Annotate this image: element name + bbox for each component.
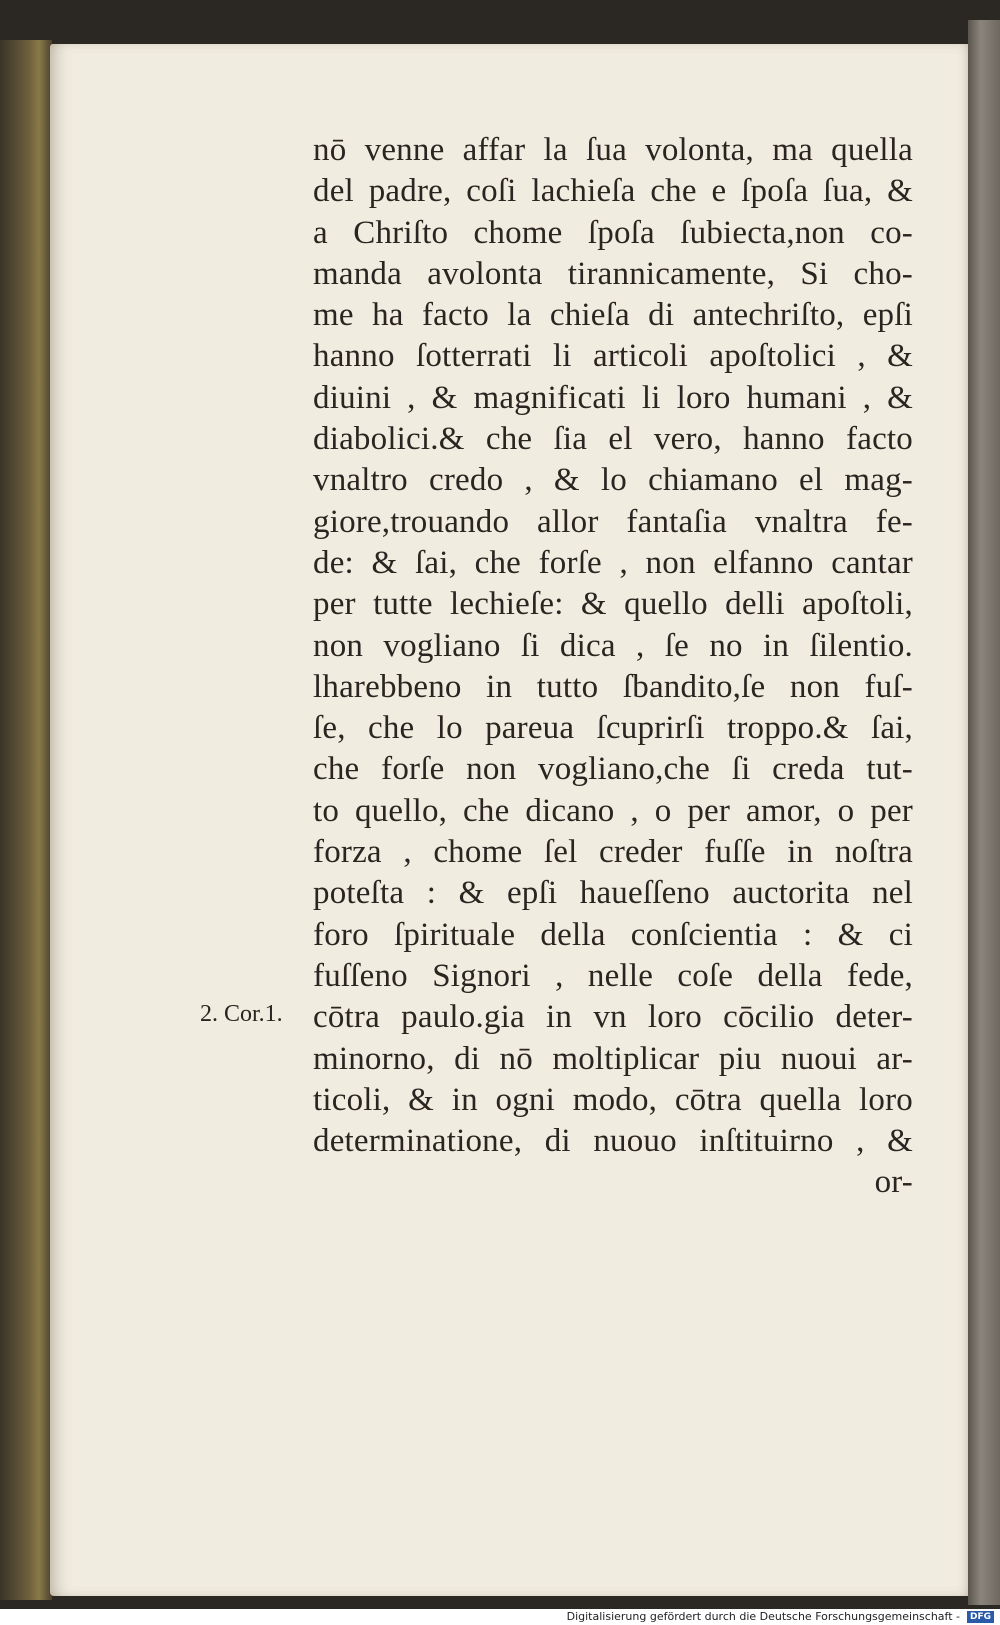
text-line: che forſe non vogliano,che ſi creda tut- bbox=[313, 751, 913, 788]
text-line: non vogliano ſi dica , ſe no in ſilentio. bbox=[313, 627, 913, 664]
text-line: lharebbeno in tutto ſbandito,ſe non fuſ- bbox=[313, 668, 913, 705]
book-page bbox=[50, 44, 968, 1596]
catchword: or- bbox=[874, 1164, 913, 1201]
digitization-footer bbox=[0, 1609, 1000, 1625]
text-line: diabolici.& che ſia el vero, hanno facto bbox=[313, 421, 913, 458]
footer-credit-text: Digitalisierung gefördert durch die Deutsche Forschungsgemeinschaft - bbox=[566, 1610, 960, 1623]
margin-note-reference: 2. Cor.1. bbox=[200, 1001, 283, 1027]
text-line: vnaltro credo , & lo chiamano el mag- bbox=[313, 462, 913, 499]
text-line: poteſta : & epſi haueſſeno auctorita nel bbox=[313, 875, 913, 912]
text-line: minorno, di nō moltiplicar piu nuoui ar- bbox=[313, 1040, 913, 1077]
text-line: fuſſeno Signori , nelle coſe della fede, bbox=[313, 957, 913, 994]
book-cover-right-edge bbox=[968, 20, 1000, 1605]
text-line: hanno ſotterrati li articoli apoſtolici , & bbox=[313, 338, 913, 375]
text-line: cōtra paulo.gia in vn loro cōcilio deter- bbox=[313, 999, 913, 1036]
dfg-logo: DFG bbox=[967, 1611, 994, 1623]
text-line: forza , chome ſel creder fuſſe in noſtra bbox=[313, 834, 913, 871]
text-line: determinatione, di nuouo inſtituirno , & bbox=[313, 1123, 913, 1160]
text-line: manda avolonta tirannicamente, Si cho- bbox=[313, 255, 913, 292]
text-line: diuini , & magnificati li loro humani , & bbox=[313, 379, 913, 416]
text-line: ticoli, & in ogni modo, cōtra quella loro bbox=[313, 1081, 913, 1118]
text-line: per tutte lechieſe: & quello delli apoſtoli, bbox=[313, 586, 913, 623]
text-line: del padre, coſi lachieſa che e ſpoſa ſua, & bbox=[313, 173, 913, 210]
text-line: ſe, che lo pareua ſcuprirſi troppo.& ſai, bbox=[313, 710, 913, 747]
text-line: nō venne affar la ſua volonta, ma quella bbox=[313, 132, 913, 168]
text-line: to quello, che dicano , o per amor, o per bbox=[313, 792, 913, 829]
text-line: de: & ſai, che forſe , non elfanno cantar bbox=[313, 544, 913, 581]
book-cover-left-edge bbox=[0, 40, 52, 1600]
page-text-block bbox=[313, 130, 913, 1204]
text-line: a Chriſto chome ſpoſa ſubiecta,non co- bbox=[313, 214, 913, 251]
text-line: giore,trouando allor fantaſia vnaltra fe- bbox=[313, 503, 913, 540]
text-line: me ha facto la chieſa di antechriſto, epſi bbox=[313, 297, 913, 334]
text-line: foro ſpirituale della conſcientia : & ci bbox=[313, 916, 913, 953]
